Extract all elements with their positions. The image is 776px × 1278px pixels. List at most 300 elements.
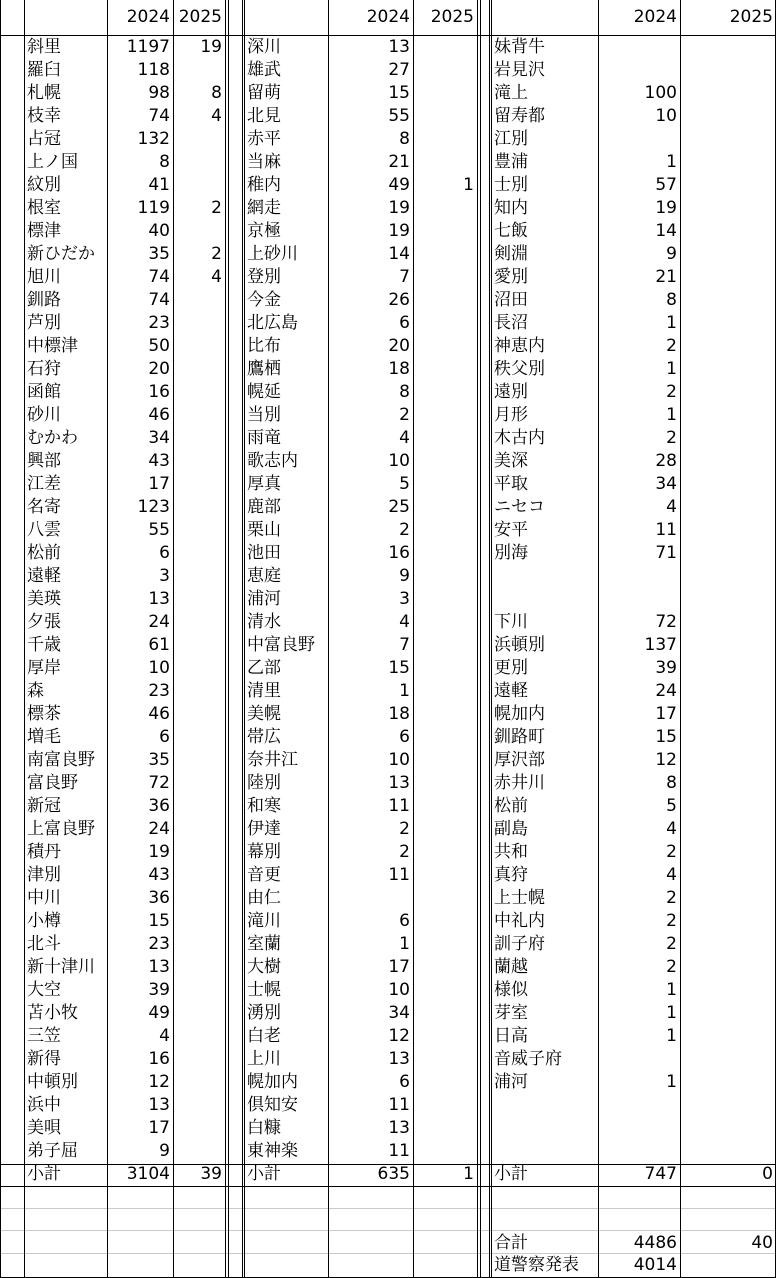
count-2024[interactable]: [328, 887, 413, 910]
count-2025[interactable]: [413, 979, 477, 1002]
count-2024[interactable]: 6: [399, 1072, 410, 1092]
municipality-name[interactable]: 大樹: [247, 957, 281, 977]
municipality-name[interactable]: 室蘭: [247, 934, 281, 954]
municipality-name[interactable]: 留萌: [247, 83, 281, 103]
municipality-name[interactable]: 新冠: [27, 796, 61, 816]
count-2025[interactable]: [680, 312, 776, 335]
municipality-name[interactable]: 上富良野: [27, 819, 95, 839]
count-2025[interactable]: [680, 565, 776, 588]
count-2024[interactable]: 40: [148, 221, 170, 241]
municipality-name[interactable]: 美唄: [27, 1118, 61, 1138]
count-2024[interactable]: 24: [148, 819, 170, 839]
municipality-name[interactable]: 砂川: [27, 405, 61, 425]
subtotal-2024[interactable]: 3104: [126, 1164, 170, 1184]
count-2024[interactable]: 34: [388, 1003, 410, 1023]
count-2024[interactable]: 4: [159, 1026, 170, 1046]
municipality-name[interactable]: 留寿都: [494, 106, 545, 126]
count-2025[interactable]: [680, 703, 776, 726]
municipality-name[interactable]: 中頓別: [27, 1072, 78, 1092]
municipality-name[interactable]: 上ノ国: [27, 152, 78, 172]
count-2024[interactable]: 71: [655, 543, 677, 563]
count-2024[interactable]: 7: [399, 267, 410, 287]
municipality-name[interactable]: 小樽: [27, 911, 61, 931]
count-2024[interactable]: 4: [666, 819, 677, 839]
count-2025[interactable]: 4: [211, 106, 222, 126]
count-2024[interactable]: 74: [148, 106, 170, 126]
municipality-name[interactable]: 歌志内: [247, 451, 298, 471]
count-2024[interactable]: 36: [148, 796, 170, 816]
municipality-name[interactable]: 厚沢部: [494, 750, 545, 770]
municipality-name[interactable]: 登別: [247, 267, 281, 287]
count-2024[interactable]: 9: [666, 244, 677, 264]
count-2024[interactable]: [598, 36, 680, 59]
count-2024[interactable]: 74: [148, 267, 170, 287]
count-2024[interactable]: 16: [148, 382, 170, 402]
count-2024[interactable]: 19: [388, 198, 410, 218]
municipality-name[interactable]: 愛別: [494, 267, 528, 287]
count-2025[interactable]: [173, 841, 225, 864]
count-2025[interactable]: [173, 151, 225, 174]
count-2024[interactable]: 2: [666, 911, 677, 931]
count-2025[interactable]: [413, 634, 477, 657]
count-2024[interactable]: 35: [148, 244, 170, 264]
count-2025[interactable]: [173, 1025, 225, 1048]
count-2025[interactable]: [680, 933, 776, 956]
municipality-name[interactable]: 中富良野: [247, 635, 315, 655]
municipality-name[interactable]: 赤平: [247, 129, 281, 149]
municipality-name[interactable]: 神恵内: [494, 336, 545, 356]
count-2025[interactable]: [173, 611, 225, 634]
municipality-name[interactable]: 羅臼: [27, 60, 61, 80]
municipality-name[interactable]: 浦河: [494, 1072, 528, 1092]
municipality-name[interactable]: 三笠: [27, 1026, 61, 1046]
count-2025[interactable]: [173, 818, 225, 841]
count-2024[interactable]: 2: [666, 888, 677, 908]
count-2024[interactable]: 18: [388, 704, 410, 724]
municipality-name[interactable]: 八雲: [27, 520, 61, 540]
municipality-name[interactable]: 名寄: [27, 497, 61, 517]
count-2024[interactable]: 13: [388, 1049, 410, 1069]
count-2025[interactable]: [680, 864, 776, 887]
count-2025[interactable]: [413, 496, 477, 519]
subtotal-label[interactable]: 小計: [247, 1164, 281, 1184]
count-2024[interactable]: 46: [148, 405, 170, 425]
count-2024[interactable]: 39: [148, 980, 170, 1000]
subtotal-2024[interactable]: 635: [377, 1164, 410, 1184]
count-2024[interactable]: 15: [148, 911, 170, 931]
count-2025[interactable]: [173, 496, 225, 519]
municipality-name[interactable]: 伊達: [247, 819, 281, 839]
municipality-name[interactable]: 遠軽: [494, 681, 528, 701]
municipality-name[interactable]: 森: [27, 681, 44, 701]
count-2025[interactable]: [413, 588, 477, 611]
count-2024[interactable]: 14: [388, 244, 410, 264]
count-2025[interactable]: [413, 404, 477, 427]
municipality-name[interactable]: 京極: [247, 221, 281, 241]
municipality-name[interactable]: 夕張: [27, 612, 61, 632]
municipality-name[interactable]: 深川: [247, 37, 281, 57]
count-2024[interactable]: 4: [666, 865, 677, 885]
municipality-name[interactable]: [491, 1117, 598, 1140]
count-2025[interactable]: [680, 634, 776, 657]
count-2025[interactable]: [680, 36, 776, 59]
count-2024[interactable]: 2: [666, 957, 677, 977]
municipality-name[interactable]: 岩見沢: [494, 60, 545, 80]
count-2025[interactable]: [680, 772, 776, 795]
count-2025[interactable]: [173, 772, 225, 795]
subtotal-label[interactable]: 小計: [27, 1164, 61, 1184]
count-2024[interactable]: 8: [399, 382, 410, 402]
count-2025[interactable]: [680, 1117, 776, 1140]
municipality-name[interactable]: 秩父別: [494, 359, 545, 379]
count-2025[interactable]: [413, 105, 477, 128]
municipality-name[interactable]: 平取: [494, 474, 528, 494]
count-2025[interactable]: [173, 473, 225, 496]
count-2025[interactable]: [680, 1140, 776, 1163]
count-2025[interactable]: [413, 749, 477, 772]
municipality-name[interactable]: 幌加内: [247, 1072, 298, 1092]
count-2024[interactable]: 13: [148, 589, 170, 609]
count-2024[interactable]: 34: [148, 428, 170, 448]
count-2024[interactable]: 9: [399, 566, 410, 586]
count-2025[interactable]: [173, 726, 225, 749]
count-2025[interactable]: [413, 381, 477, 404]
municipality-name[interactable]: 雄武: [247, 60, 281, 80]
count-2024[interactable]: 39: [655, 658, 677, 678]
municipality-name[interactable]: 赤井川: [494, 773, 545, 793]
municipality-name[interactable]: 津別: [27, 865, 61, 885]
municipality-name[interactable]: 湧別: [247, 1003, 281, 1023]
count-2024[interactable]: 8: [399, 129, 410, 149]
count-2024[interactable]: 10: [388, 980, 410, 1000]
count-2025[interactable]: [173, 703, 225, 726]
count-2025[interactable]: [680, 979, 776, 1002]
count-2024[interactable]: 137: [644, 635, 677, 655]
count-2024[interactable]: 36: [148, 888, 170, 908]
municipality-name[interactable]: 士幌: [247, 980, 281, 1000]
count-2024[interactable]: [598, 565, 680, 588]
count-2024[interactable]: 1: [666, 1026, 677, 1046]
municipality-name[interactable]: 浜中: [27, 1095, 61, 1115]
count-2025[interactable]: [680, 496, 776, 519]
municipality-name[interactable]: 根室: [27, 198, 61, 218]
header-a-2025[interactable]: 2025: [178, 7, 222, 27]
count-2025[interactable]: [173, 519, 225, 542]
count-2025[interactable]: [413, 82, 477, 105]
count-2025[interactable]: [173, 220, 225, 243]
count-2024[interactable]: 2: [666, 934, 677, 954]
municipality-name[interactable]: 様似: [494, 980, 528, 1000]
count-2024[interactable]: 11: [388, 796, 410, 816]
count-2024[interactable]: 13: [148, 1095, 170, 1115]
count-2025[interactable]: [680, 841, 776, 864]
count-2024[interactable]: 1: [399, 934, 410, 954]
count-2024[interactable]: 10: [388, 750, 410, 770]
count-2025[interactable]: [413, 1025, 477, 1048]
count-2024[interactable]: 20: [148, 359, 170, 379]
header-b-2025[interactable]: 2025: [430, 7, 474, 27]
count-2025[interactable]: [680, 1048, 776, 1071]
count-2024[interactable]: 35: [148, 750, 170, 770]
count-2025[interactable]: [413, 680, 477, 703]
municipality-name[interactable]: 中標津: [27, 336, 78, 356]
count-2025[interactable]: [173, 634, 225, 657]
count-2024[interactable]: 7: [399, 635, 410, 655]
count-2024[interactable]: 16: [388, 543, 410, 563]
count-2024[interactable]: 10: [148, 658, 170, 678]
municipality-name[interactable]: 沼田: [494, 290, 528, 310]
count-2025[interactable]: [680, 174, 776, 197]
count-2025[interactable]: [173, 565, 225, 588]
count-2024[interactable]: 12: [655, 750, 677, 770]
count-2024[interactable]: 13: [388, 1118, 410, 1138]
count-2024[interactable]: 100: [644, 83, 677, 103]
municipality-name[interactable]: 白老: [247, 1026, 281, 1046]
count-2025[interactable]: [173, 174, 225, 197]
count-2025[interactable]: [413, 427, 477, 450]
municipality-name[interactable]: 石狩: [27, 359, 61, 379]
count-2024[interactable]: 72: [148, 773, 170, 793]
municipality-name[interactable]: 和寒: [247, 796, 281, 816]
count-2025[interactable]: [680, 335, 776, 358]
count-2024[interactable]: 13: [148, 957, 170, 977]
municipality-name[interactable]: 新十津川: [27, 957, 95, 977]
count-2024[interactable]: 34: [655, 474, 677, 494]
count-2024[interactable]: 12: [388, 1026, 410, 1046]
count-2024[interactable]: 15: [655, 727, 677, 747]
count-2025[interactable]: [413, 565, 477, 588]
municipality-name[interactable]: 稚内: [247, 175, 281, 195]
count-2024[interactable]: 49: [148, 1003, 170, 1023]
municipality-name[interactable]: 富良野: [27, 773, 78, 793]
municipality-name[interactable]: 更別: [494, 658, 528, 678]
count-2025[interactable]: [413, 197, 477, 220]
municipality-name[interactable]: 北斗: [27, 934, 61, 954]
count-2025[interactable]: [173, 1002, 225, 1025]
count-2024[interactable]: 8: [666, 290, 677, 310]
municipality-name[interactable]: 新ひだか: [27, 244, 95, 264]
count-2024[interactable]: 6: [399, 911, 410, 931]
municipality-name[interactable]: 帯広: [247, 727, 281, 747]
count-2025[interactable]: 2: [211, 244, 222, 264]
count-2025[interactable]: [173, 128, 225, 151]
count-2024[interactable]: 72: [655, 612, 677, 632]
municipality-name[interactable]: 上砂川: [247, 244, 298, 264]
municipality-name[interactable]: 滝上: [494, 83, 528, 103]
count-2025[interactable]: [173, 588, 225, 611]
count-2024[interactable]: 17: [148, 474, 170, 494]
header-c-2025[interactable]: 2025: [729, 7, 773, 27]
count-2025[interactable]: [680, 749, 776, 772]
count-2024[interactable]: 19: [388, 221, 410, 241]
count-2024[interactable]: 11: [388, 1095, 410, 1115]
count-2025[interactable]: [413, 220, 477, 243]
count-2025[interactable]: [413, 657, 477, 680]
count-2024[interactable]: 1: [666, 1003, 677, 1023]
count-2024[interactable]: [598, 1094, 680, 1117]
count-2025[interactable]: [680, 243, 776, 266]
subtotal-label[interactable]: 小計: [494, 1164, 528, 1184]
header-a-2024[interactable]: 2024: [126, 7, 170, 27]
count-2025[interactable]: [173, 864, 225, 887]
municipality-name[interactable]: 長沼: [494, 313, 528, 333]
count-2025[interactable]: [680, 82, 776, 105]
count-2024[interactable]: 11: [388, 865, 410, 885]
count-2024[interactable]: 6: [159, 727, 170, 747]
count-2024[interactable]: 23: [148, 934, 170, 954]
count-2025[interactable]: [680, 611, 776, 634]
count-2025[interactable]: [413, 887, 477, 910]
count-2024[interactable]: [598, 128, 680, 151]
count-2025[interactable]: [173, 312, 225, 335]
count-2025[interactable]: [680, 381, 776, 404]
count-2024[interactable]: 10: [655, 106, 677, 126]
count-2024[interactable]: [598, 1117, 680, 1140]
count-2025[interactable]: [413, 289, 477, 312]
count-2025[interactable]: [413, 519, 477, 542]
count-2025[interactable]: [413, 703, 477, 726]
municipality-name[interactable]: 美幌: [247, 704, 281, 724]
count-2024[interactable]: 25: [388, 497, 410, 517]
count-2025[interactable]: [680, 358, 776, 381]
count-2024[interactable]: 23: [148, 313, 170, 333]
municipality-name[interactable]: ニセコ: [494, 497, 545, 517]
municipality-name[interactable]: 豊浦: [494, 152, 528, 172]
count-2025[interactable]: [680, 473, 776, 496]
count-2025[interactable]: [680, 542, 776, 565]
count-2024[interactable]: 6: [399, 313, 410, 333]
municipality-name[interactable]: 訓子府: [494, 934, 545, 954]
count-2025[interactable]: [680, 404, 776, 427]
municipality-name[interactable]: 当麻: [247, 152, 281, 172]
count-2025[interactable]: [173, 1048, 225, 1071]
count-2024[interactable]: 14: [655, 221, 677, 241]
count-2024[interactable]: 20: [388, 336, 410, 356]
count-2025[interactable]: [680, 519, 776, 542]
count-2024[interactable]: 6: [159, 543, 170, 563]
count-2025[interactable]: [680, 680, 776, 703]
count-2024[interactable]: 15: [388, 658, 410, 678]
count-2024[interactable]: 55: [388, 106, 410, 126]
municipality-name[interactable]: 安平: [494, 520, 528, 540]
count-2024[interactable]: 15: [388, 83, 410, 103]
count-2025[interactable]: [680, 450, 776, 473]
municipality-name[interactable]: 今金: [247, 290, 281, 310]
municipality-name[interactable]: 東神楽: [247, 1141, 298, 1161]
count-2025[interactable]: [413, 772, 477, 795]
count-2025[interactable]: [413, 611, 477, 634]
count-2025[interactable]: [173, 795, 225, 818]
count-2024[interactable]: 2: [399, 842, 410, 862]
count-2024[interactable]: 4: [399, 428, 410, 448]
municipality-name[interactable]: 南富良野: [27, 750, 95, 770]
count-2025[interactable]: 2: [211, 198, 222, 218]
total-label[interactable]: 合計: [494, 1233, 528, 1253]
municipality-name[interactable]: 芦別: [27, 313, 61, 333]
count-2024[interactable]: 2: [666, 336, 677, 356]
municipality-name[interactable]: むかわ: [27, 428, 78, 448]
count-2024[interactable]: 8: [666, 773, 677, 793]
municipality-name[interactable]: 弟子屈: [27, 1141, 78, 1161]
count-2025[interactable]: [173, 59, 225, 82]
count-2025[interactable]: [413, 1071, 477, 1094]
count-2024[interactable]: 19: [655, 198, 677, 218]
count-2024[interactable]: 23: [148, 681, 170, 701]
count-2024[interactable]: 24: [148, 612, 170, 632]
count-2025[interactable]: [680, 887, 776, 910]
count-2025[interactable]: [680, 1094, 776, 1117]
count-2024[interactable]: 3: [159, 566, 170, 586]
count-2024[interactable]: 1: [666, 1072, 677, 1092]
municipality-name[interactable]: 北広島: [247, 313, 298, 333]
municipality-name[interactable]: 千歳: [27, 635, 61, 655]
count-2024[interactable]: 1: [666, 152, 677, 172]
count-2024[interactable]: 11: [388, 1141, 410, 1161]
municipality-name[interactable]: 旭川: [27, 267, 61, 287]
count-2024[interactable]: 2: [399, 520, 410, 540]
municipality-name[interactable]: 恵庭: [247, 566, 281, 586]
municipality-name[interactable]: 音更: [247, 865, 281, 885]
municipality-name[interactable]: 音威子府: [494, 1049, 562, 1069]
municipality-name[interactable]: 士別: [494, 175, 528, 195]
count-2024[interactable]: 4: [399, 612, 410, 632]
count-2024[interactable]: [598, 59, 680, 82]
count-2024[interactable]: 21: [388, 152, 410, 172]
count-2025[interactable]: [413, 266, 477, 289]
count-2024[interactable]: 8: [159, 152, 170, 172]
count-2025[interactable]: [680, 1002, 776, 1025]
count-2025[interactable]: [173, 956, 225, 979]
municipality-name[interactable]: 清水: [247, 612, 281, 632]
municipality-name[interactable]: 浦河: [247, 589, 281, 609]
municipality-name[interactable]: 標茶: [27, 704, 61, 724]
count-2024[interactable]: [598, 1140, 680, 1163]
municipality-name[interactable]: 苫小牧: [27, 1003, 78, 1023]
count-2025[interactable]: [413, 956, 477, 979]
count-2025[interactable]: [680, 1025, 776, 1048]
municipality-name[interactable]: 釧路: [27, 290, 61, 310]
municipality-name[interactable]: [491, 588, 598, 611]
police-label[interactable]: 道警察発表: [494, 1255, 579, 1275]
count-2025[interactable]: [413, 128, 477, 151]
count-2024[interactable]: 16: [148, 1049, 170, 1069]
municipality-name[interactable]: 枝幸: [27, 106, 61, 126]
count-2025[interactable]: [680, 818, 776, 841]
total-2025[interactable]: 40: [751, 1233, 773, 1253]
subtotal-2024[interactable]: 747: [644, 1164, 677, 1184]
count-2024[interactable]: 1: [666, 980, 677, 1000]
municipality-name[interactable]: 斜里: [27, 37, 61, 57]
count-2024[interactable]: 11: [655, 520, 677, 540]
municipality-name[interactable]: 標津: [27, 221, 61, 241]
municipality-name[interactable]: 美深: [494, 451, 528, 471]
count-2025[interactable]: [173, 358, 225, 381]
municipality-name[interactable]: 池田: [247, 543, 281, 563]
municipality-name[interactable]: 松前: [494, 796, 528, 816]
count-2025[interactable]: [413, 473, 477, 496]
count-2025[interactable]: [680, 289, 776, 312]
count-2025[interactable]: [413, 358, 477, 381]
count-2025[interactable]: [413, 910, 477, 933]
municipality-name[interactable]: 幕別: [247, 842, 281, 862]
header-c-2024[interactable]: 2024: [633, 7, 677, 27]
municipality-name[interactable]: [491, 1094, 598, 1117]
count-2025[interactable]: [173, 335, 225, 358]
count-2025[interactable]: 8: [211, 83, 222, 103]
count-2025[interactable]: [173, 680, 225, 703]
municipality-name[interactable]: 木古内: [494, 428, 545, 448]
count-2025[interactable]: [413, 933, 477, 956]
